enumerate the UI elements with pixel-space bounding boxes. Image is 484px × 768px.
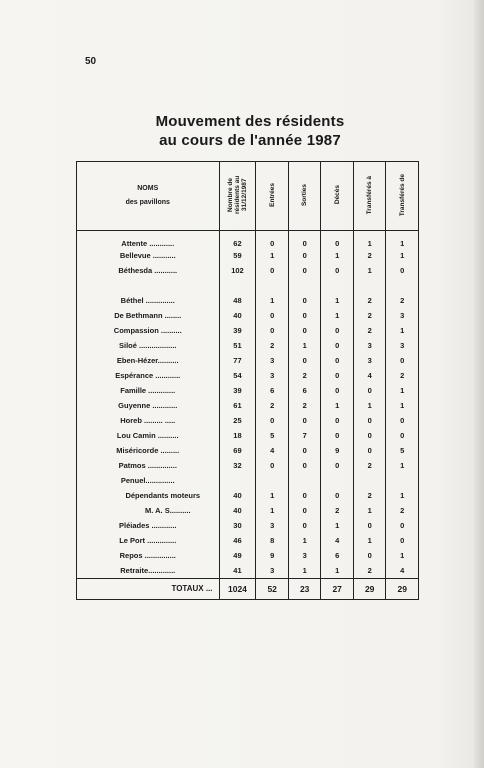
cell-sorties: 3 <box>288 548 321 563</box>
totals-row <box>77 578 419 599</box>
table-header-row <box>77 162 419 231</box>
row-name: Compassion .......... <box>113 326 182 335</box>
table-row <box>77 293 419 308</box>
cell-entrees: 2 <box>256 398 289 413</box>
residents-table <box>76 161 419 600</box>
table-body <box>77 231 419 600</box>
cell-transferes-a: 1 <box>353 231 386 249</box>
cell-sorties: 0 <box>288 293 321 308</box>
column-header-transferes-a <box>353 162 386 231</box>
cell-transferes-de: 1 <box>386 398 419 413</box>
total-transferes-a: 29 <box>353 578 386 599</box>
cell-count: 102 <box>219 263 256 278</box>
cell-count: 32 <box>219 458 256 473</box>
cell-deces: 9 <box>321 443 354 458</box>
cell-count: 51 <box>219 338 256 353</box>
row-name: Patmos .............. <box>118 461 177 470</box>
cell-sorties: 1 <box>288 338 321 353</box>
cell-transferes-de: 1 <box>386 488 419 503</box>
cell-transferes-de: 1 <box>386 383 419 398</box>
cell-entrees: 1 <box>256 488 289 503</box>
cell-count: 41 <box>219 563 256 578</box>
cell-count: 62 <box>219 231 256 249</box>
column-header-label: Entrées <box>268 183 276 207</box>
row-name: Retraite............. <box>120 565 176 575</box>
cell-entrees: 9 <box>256 548 289 563</box>
cell-sorties: 2 <box>288 398 321 413</box>
cell-deces: 0 <box>321 323 354 338</box>
cell-deces: 1 <box>321 398 354 413</box>
table-row <box>77 368 419 383</box>
row-name: De Bethmann ........ <box>114 311 182 320</box>
cell-count: 18 <box>219 428 256 443</box>
cell-entrees: 8 <box>256 533 289 548</box>
cell-transferes-a: 1 <box>353 263 386 278</box>
table-row <box>77 563 419 578</box>
row-name: Repos ............... <box>119 551 176 560</box>
cell-count: 54 <box>219 368 256 383</box>
cell-deces: 4 <box>321 533 354 548</box>
cell-entrees: 3 <box>256 563 289 578</box>
cell-count: 77 <box>219 353 256 368</box>
cell-sorties: 0 <box>288 323 321 338</box>
totals-label: TOTAUX ... <box>77 578 220 599</box>
row-name: Béthel .............. <box>120 296 175 305</box>
cell-entrees: 3 <box>256 518 289 533</box>
row-name: Bellevue ........... <box>119 251 176 260</box>
row-name: Siloé .................. <box>118 341 177 350</box>
column-header-count <box>219 162 256 231</box>
cell-transferes-de: 1 <box>386 323 419 338</box>
cell-count: 40 <box>219 308 256 323</box>
total-entrees: 52 <box>256 578 289 599</box>
cell-count: 25 <box>219 413 256 428</box>
cell-transferes-a: 1 <box>353 503 386 518</box>
cell-entrees: 3 <box>256 368 289 383</box>
cell-deces: 0 <box>321 231 354 249</box>
table-row <box>77 231 419 249</box>
column-header-deces <box>321 162 354 231</box>
cell-entrees: 1 <box>256 248 289 263</box>
cell-deces: 0 <box>321 368 354 383</box>
cell-entrees: 4 <box>256 443 289 458</box>
cell-entrees: 6 <box>256 383 289 398</box>
cell-deces: 0 <box>321 428 354 443</box>
cell-transferes-a: 1 <box>353 398 386 413</box>
names-header-line-2: des pavillons <box>125 199 170 206</box>
cell-transferes-a: 3 <box>353 353 386 368</box>
cell-entrees: 2 <box>256 338 289 353</box>
cell-transferes-a: 2 <box>353 488 386 503</box>
cell-transferes-de: 0 <box>386 413 419 428</box>
cell-sorties: 0 <box>288 488 321 503</box>
cell-sorties: 0 <box>288 308 321 323</box>
cell-sorties: 1 <box>288 563 321 578</box>
cell-entrees: 0 <box>256 458 289 473</box>
cell-transferes-de: 0 <box>386 353 419 368</box>
cell-transferes-de: 2 <box>386 293 419 308</box>
cell-transferes-a: 2 <box>353 293 386 308</box>
cell-count: 40 <box>219 503 256 518</box>
table-row <box>77 263 419 278</box>
cell-deces: 1 <box>321 308 354 323</box>
cell-count: 39 <box>219 383 256 398</box>
cell-deces: 0 <box>321 458 354 473</box>
cell-deces: 0 <box>321 413 354 428</box>
cell-deces: 0 <box>321 353 354 368</box>
table-row <box>77 443 419 458</box>
cell-deces: 0 <box>321 383 354 398</box>
cell-sorties: 0 <box>288 503 321 518</box>
column-header-label: Sorties <box>301 183 309 207</box>
column-header-label: Décès <box>333 185 341 205</box>
column-header-label: Transférés à <box>366 175 374 215</box>
cell-transferes-de <box>386 473 419 488</box>
cell-sorties: 0 <box>288 443 321 458</box>
cell-deces: 1 <box>321 248 354 263</box>
cell-count: 48 <box>219 293 256 308</box>
table-row <box>77 338 419 353</box>
cell-transferes-a: 0 <box>353 518 386 533</box>
table-row <box>77 518 419 533</box>
cell-transferes-a: 2 <box>353 563 386 578</box>
cell-count: 30 <box>219 518 256 533</box>
cell-transferes-a: 3 <box>353 338 386 353</box>
cell-entrees: 0 <box>256 231 289 249</box>
cell-transferes-a: 2 <box>353 248 386 263</box>
table-row <box>77 503 419 518</box>
cell-entrees: 0 <box>256 308 289 323</box>
table-row <box>77 458 419 473</box>
cell-entrees: 1 <box>256 293 289 308</box>
cell-deces <box>321 473 354 488</box>
cell-transferes-de: 0 <box>386 518 419 533</box>
table-row <box>77 353 419 368</box>
table-row <box>77 533 419 548</box>
cell-transferes-a: 0 <box>353 443 386 458</box>
cell-entrees: 3 <box>256 353 289 368</box>
cell-deces: 2 <box>321 503 354 518</box>
column-header-entrees <box>256 162 289 231</box>
cell-transferes-a: 2 <box>353 323 386 338</box>
column-header-label: Nombre de résidents au 31/12/1987 <box>227 175 249 215</box>
table-row <box>77 398 419 413</box>
cell-sorties: 0 <box>288 413 321 428</box>
table-spacer-row <box>77 278 419 293</box>
table-row <box>77 323 419 338</box>
cell-transferes-de: 3 <box>386 308 419 323</box>
row-name: Horeb ......... ..... <box>120 416 176 425</box>
row-name: Dépendants moteurs <box>125 491 201 500</box>
row-name: Béthesda ........... <box>118 266 178 275</box>
cell-transferes-a: 0 <box>353 383 386 398</box>
cell-entrees: 0 <box>256 263 289 278</box>
column-header-transferes-de <box>386 162 419 231</box>
cell-count: 49 <box>219 548 256 563</box>
cell-count: 61 <box>219 398 256 413</box>
cell-entrees: 0 <box>256 413 289 428</box>
cell-deces: 0 <box>321 263 354 278</box>
cell-transferes-de: 0 <box>386 263 419 278</box>
cell-count: 59 <box>219 248 256 263</box>
row-name: Famille ............. <box>120 386 176 395</box>
cell-sorties: 6 <box>288 383 321 398</box>
table-row <box>77 548 419 563</box>
page-title <box>140 112 360 150</box>
row-name: Pléiades ............ <box>118 521 177 530</box>
cell-transferes-de: 0 <box>386 428 419 443</box>
total-deces: 27 <box>321 578 354 599</box>
cell-transferes-de: 3 <box>386 338 419 353</box>
row-name: Eben-Hézer.......... <box>116 356 179 365</box>
cell-transferes-a: 2 <box>353 458 386 473</box>
table-row <box>77 383 419 398</box>
table-row <box>77 473 419 488</box>
row-name: M. A. S.......... <box>144 506 191 515</box>
table-row <box>77 488 419 503</box>
row-name: Guyenne ............ <box>118 401 178 410</box>
page-number: 50 <box>85 56 97 67</box>
row-name: Le Port .............. <box>119 536 177 545</box>
cell-deces: 1 <box>321 293 354 308</box>
row-name: Lou Camin .......... <box>116 431 179 440</box>
cell-sorties: 0 <box>288 353 321 368</box>
cell-sorties: 0 <box>288 231 321 249</box>
cell-transferes-de: 2 <box>386 503 419 518</box>
total-count: 1024 <box>219 578 256 599</box>
cell-sorties: 0 <box>288 518 321 533</box>
cell-transferes-a: 0 <box>353 548 386 563</box>
cell-transferes-a: 4 <box>353 368 386 383</box>
cell-transferes-de: 0 <box>386 533 419 548</box>
row-name: Miséricorde ......... <box>116 446 180 455</box>
total-transferes-de: 29 <box>386 578 419 599</box>
cell-transferes-a: 0 <box>353 428 386 443</box>
names-header-line-1: NOMS <box>137 185 159 192</box>
cell-transferes-a: 2 <box>353 308 386 323</box>
title-line-1: Mouvement des résidents <box>155 113 345 130</box>
table-row <box>77 308 419 323</box>
cell-sorties: 1 <box>288 533 321 548</box>
page-edge <box>474 0 484 768</box>
cell-deces: 6 <box>321 548 354 563</box>
names-header <box>77 162 220 231</box>
cell-deces: 1 <box>321 518 354 533</box>
cell-sorties: 0 <box>288 458 321 473</box>
total-sorties: 23 <box>288 578 321 599</box>
table-row <box>77 413 419 428</box>
cell-transferes-de: 1 <box>386 248 419 263</box>
cell-transferes-de: 5 <box>386 443 419 458</box>
cell-entrees <box>256 473 289 488</box>
cell-deces: 0 <box>321 488 354 503</box>
cell-sorties: 0 <box>288 248 321 263</box>
row-name: Attente ............ <box>121 239 175 248</box>
table-row <box>77 428 419 443</box>
row-name: Penuel.............. <box>120 476 175 485</box>
cell-count: 39 <box>219 323 256 338</box>
cell-count: 69 <box>219 443 256 458</box>
cell-entrees: 1 <box>256 503 289 518</box>
title-line-2: au cours de l'année 1987 <box>159 132 341 149</box>
cell-transferes-de: 1 <box>386 548 419 563</box>
cell-sorties: 7 <box>288 428 321 443</box>
column-header-label: Transférés de <box>398 173 406 217</box>
cell-transferes-de: 2 <box>386 368 419 383</box>
row-name: Espérance ............ <box>115 371 181 380</box>
cell-count: 46 <box>219 533 256 548</box>
cell-count: 40 <box>219 488 256 503</box>
cell-transferes-a <box>353 473 386 488</box>
column-header-sorties <box>288 162 321 231</box>
cell-transferes-a: 0 <box>353 413 386 428</box>
cell-sorties: 0 <box>288 263 321 278</box>
cell-entrees: 0 <box>256 323 289 338</box>
cell-transferes-de: 1 <box>386 231 419 249</box>
cell-transferes-de: 1 <box>386 458 419 473</box>
cell-count <box>219 473 256 488</box>
cell-sorties: 2 <box>288 368 321 383</box>
cell-deces: 1 <box>321 563 354 578</box>
cell-deces: 0 <box>321 338 354 353</box>
cell-entrees: 5 <box>256 428 289 443</box>
cell-transferes-de: 4 <box>386 563 419 578</box>
cell-sorties <box>288 473 321 488</box>
table-row <box>77 248 419 263</box>
cell-transferes-a: 1 <box>353 533 386 548</box>
